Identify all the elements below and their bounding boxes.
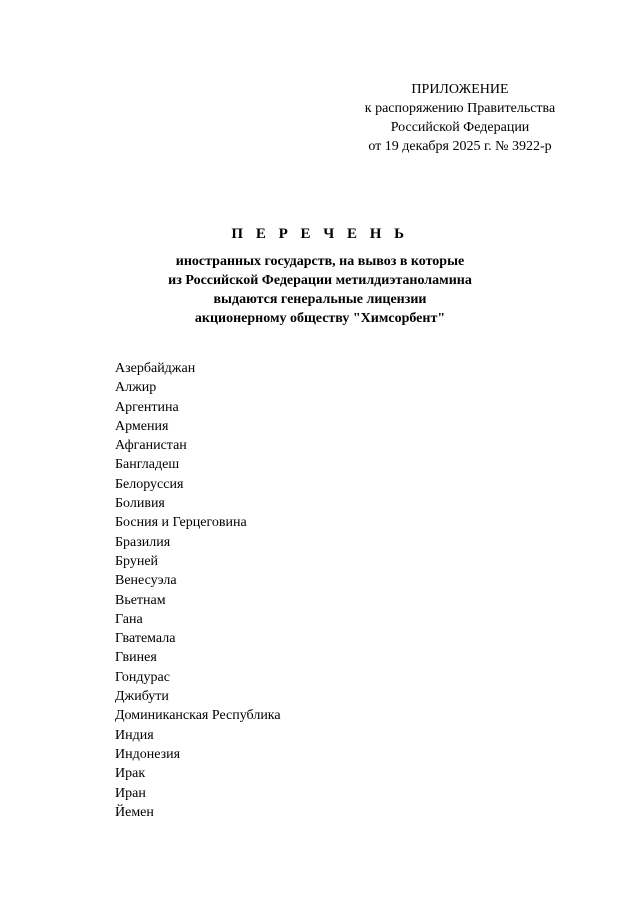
country-item: Иран xyxy=(115,785,146,801)
country-item: Армения xyxy=(115,418,169,434)
country-item: Индия xyxy=(115,727,154,743)
document-subtitle xyxy=(100,252,540,328)
country-item: Гватемала xyxy=(115,631,176,647)
country-item: Аргентина xyxy=(115,399,179,415)
appendix-title: ПРИЛОЖЕНИЕ xyxy=(411,82,509,97)
subtitle-line: иностранных государств, на вывоз в которые xyxy=(175,254,465,269)
country-item: Джибути xyxy=(115,689,169,705)
subtitle-line: из Российской Федерации метилдиэтаноламина xyxy=(168,273,472,288)
country-item: Бруней xyxy=(115,553,159,569)
country-item: Белоруссия xyxy=(115,476,184,492)
country-item: Венесуэла xyxy=(115,573,177,589)
country-item: Йемен xyxy=(115,804,154,820)
appendix-line-date: от 19 декабря 2025 г. № 3922-р xyxy=(368,139,552,154)
country-item: Гондурас xyxy=(115,669,170,685)
country-item: Афганистан xyxy=(115,438,187,454)
country-item: Вьетнам xyxy=(115,592,166,608)
country-item: Ирак xyxy=(115,766,146,782)
country-item: Босния и Герцеговина xyxy=(115,515,247,531)
country-item: Бангладеш xyxy=(115,457,180,473)
subtitle-line: выдаются генеральные лицензии xyxy=(213,292,427,307)
country-item: Гвинея xyxy=(115,650,157,666)
country-item: Гана xyxy=(115,611,143,627)
appendix-line-order: к распоряжению Правительства xyxy=(364,101,556,116)
country-item: Алжир xyxy=(115,380,157,396)
appendix-header xyxy=(340,80,580,156)
country-item: Доминиканская Республика xyxy=(115,708,281,724)
country-item: Азербайджан xyxy=(115,361,196,376)
country-item: Индонезия xyxy=(115,746,181,762)
subtitle-line: акционерному обществу "Химсорбент" xyxy=(194,311,446,326)
country-item: Боливия xyxy=(115,496,165,512)
country-item: Бразилия xyxy=(115,534,171,550)
document-title: П Е Р Е Ч Е Н Ь xyxy=(231,226,409,242)
appendix-line-federation: Российской Федерации xyxy=(390,120,530,135)
country-list xyxy=(115,359,281,822)
